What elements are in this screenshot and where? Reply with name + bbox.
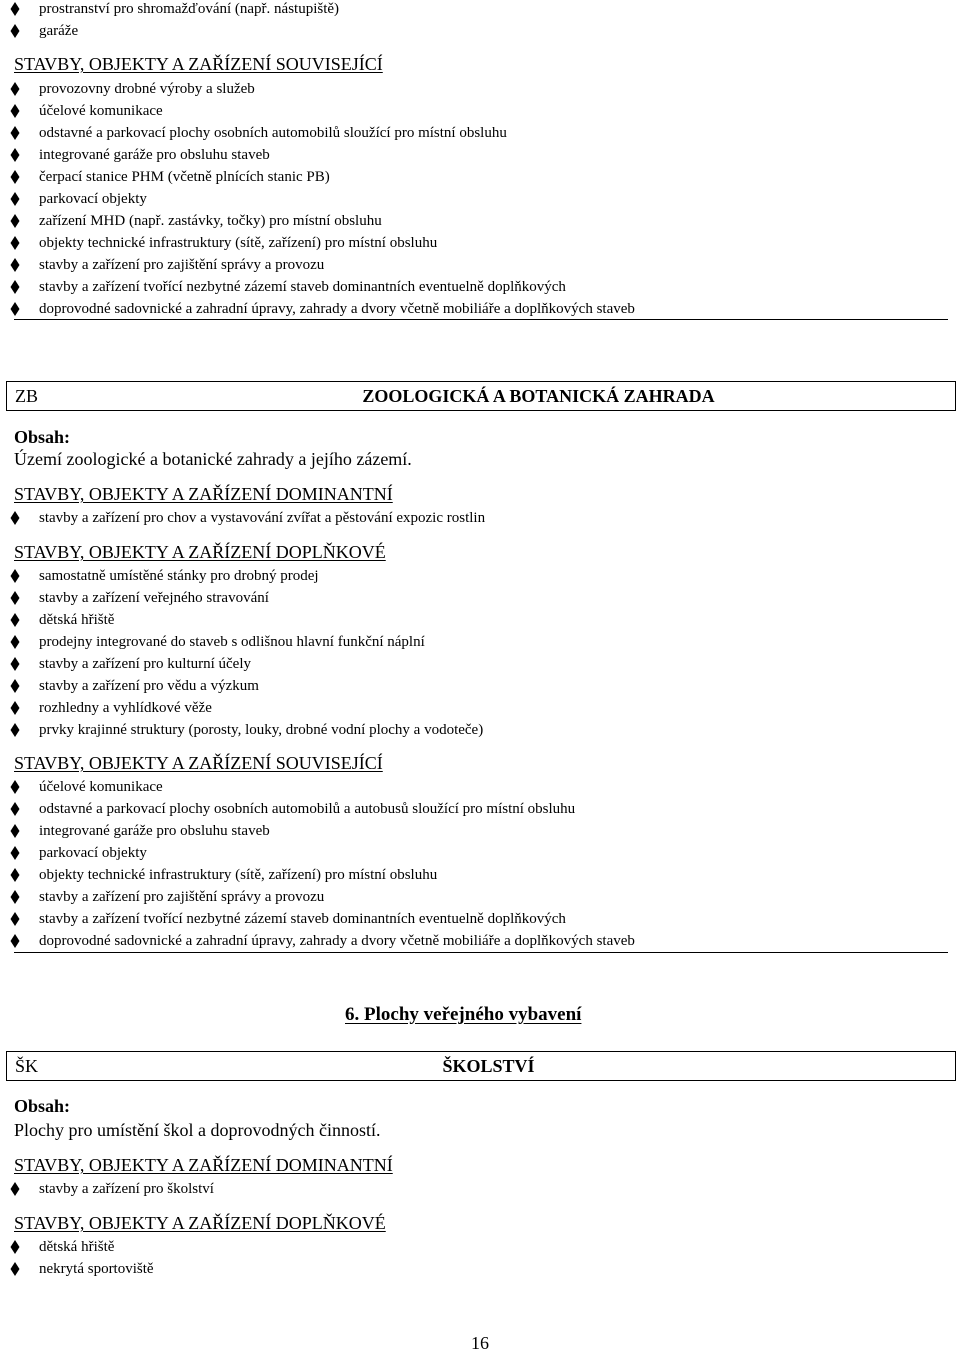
page-number: 16 [471,1333,489,1353]
diamond-bullet-icon [10,590,20,606]
souvisejici-heading: STAVBY, OBJEKTY A ZAŘÍZENÍ SOUVISEJÍCÍ [14,54,383,74]
diamond-bullet-icon [10,634,20,650]
diamond-bullet-icon [10,169,20,185]
list-item: doprovodné sadovnické a zahradní úpravy, zahrady a dvory včetně mobiliáře a doplňkových staveb [10,930,635,952]
diamond-bullet-icon [10,81,20,97]
list-item: integrované garáže pro obsluhu staveb [10,144,270,166]
diamond-bullet-icon [10,845,20,861]
list-item: samostatně umístěné stánky pro drobný prodej [10,565,319,587]
sk-dominantni-heading: STAVBY, OBJEKTY A ZAŘÍZENÍ DOMINANTNÍ [14,1155,393,1175]
list-item: nekrytá sportoviště [10,1258,154,1280]
sk-obsah-text: Plochy pro umístění škol a doprovodných činností. [14,1120,381,1140]
zb-obsah-label: Obsah: [14,427,71,447]
diamond-bullet-icon [10,867,20,883]
list-item: objekty technické infrastruktury (sítě, zařízení) pro místní obsluhu [10,864,437,886]
list-item: prvky krajinné struktury (porosty, louky, drobné vodní plochy a vodoteče) [10,719,483,741]
sk-obsah-label: Obsah: [14,1096,71,1116]
list-item: stavby a zařízení tvořící nezbytné zázemí staveb dominantních eventuelně doplňkových [10,908,566,930]
diamond-bullet-icon [10,1,20,17]
diamond-bullet-icon [10,933,20,949]
list-item: stavby a zařízení pro školství [10,1178,214,1200]
list-item: stavby a zařízení pro kulturní účely [10,653,251,675]
list-item: dětská hřiště [10,609,114,631]
diamond-bullet-icon [10,257,20,273]
list-item: parkovací objekty [10,188,147,210]
diamond-bullet-icon [10,1239,20,1255]
diamond-bullet-icon [10,722,20,738]
diamond-bullet-icon [10,191,20,207]
list-item: odstavné a parkovací plochy osobních automobilů sloužící pro místní obsluhu [10,122,507,144]
list-item: integrované garáže pro obsluhu staveb [10,820,270,842]
diamond-bullet-icon [10,889,20,905]
list-item: účelové komunikace [10,100,163,122]
diamond-bullet-icon [10,656,20,672]
list-item: odstavné a parkovací plochy osobních automobilů a autobusů sloužící pro místní obsluhu [10,798,575,820]
list-item: stavby a zařízení tvořící nezbytné zázemí staveb dominantních eventuelně doplňkových [10,276,566,298]
sk-name: ŠKOLSTVÍ [442,1056,535,1076]
diamond-bullet-icon [10,700,20,716]
diamond-bullet-icon [10,279,20,295]
zb-name: ZOOLOGICKÁ A BOTANICKÁ ZAHRADA [362,386,715,406]
list-item: dětská hřiště [10,1236,114,1258]
diamond-bullet-icon [10,213,20,229]
zb-souvisejici-heading: STAVBY, OBJEKTY A ZAŘÍZENÍ SOUVISEJÍCÍ [14,753,383,773]
diamond-bullet-icon [10,823,20,839]
list-item: rozhledny a vyhlídkové věže [10,697,212,719]
sk-doplnkove-heading: STAVBY, OBJEKTY A ZAŘÍZENÍ DOPLŇKOVÉ [14,1213,386,1233]
list-item: prodejny integrované do staveb s odlišnou hlavní funkční náplní [10,631,425,653]
diamond-bullet-icon [10,612,20,628]
zb-doplnkove-heading: STAVBY, OBJEKTY A ZAŘÍZENÍ DOPLŇKOVÉ [14,542,386,562]
diamond-bullet-icon [10,235,20,251]
list-item: stavby a zařízení veřejného stravování [10,587,269,609]
diamond-bullet-icon [10,568,20,584]
section-title: 6. Plochy veřejného vybavení [345,1004,582,1025]
diamond-bullet-icon [10,125,20,141]
list-item: stavby a zařízení pro chov a vystavování zvířat a pěstování expozic rostlin [10,507,485,529]
list-item: provozovny drobné výroby a služeb [10,78,255,100]
zb-obsah-text: Území zoologické a botanické zahrady a jejího zázemí. [14,449,412,469]
diamond-bullet-icon [10,301,20,317]
zb-header-box [6,381,956,411]
zb-code: ZB [15,386,39,406]
diamond-bullet-icon [10,103,20,119]
diamond-bullet-icon [10,911,20,927]
list-item: objekty technické infrastruktury (sítě, zařízení) pro místní obsluhu [10,232,437,254]
diamond-bullet-icon [10,801,20,817]
list-item: zařízení MHD (např. zastávky, točky) pro místní obsluhu [10,210,382,232]
diamond-bullet-icon [10,23,20,39]
zb-dominantni-heading: STAVBY, OBJEKTY A ZAŘÍZENÍ DOMINANTNÍ [14,484,393,504]
sk-header-box [6,1051,956,1081]
diamond-bullet-icon [10,779,20,795]
list-item: doprovodné sadovnické a zahradní úpravy, zahrady a dvory včetně mobiliáře a doplňkových staveb [10,298,635,320]
diamond-bullet-icon [10,1181,20,1197]
list-item: parkovací objekty [10,842,147,864]
section-divider [14,952,948,953]
diamond-bullet-icon [10,147,20,163]
list-item: čerpací stanice PHM (včetně plnících stanic PB) [10,166,330,188]
list-item: prostranství pro shromažďování (např. nástupiště) [10,0,339,20]
list-item: stavby a zařízení pro zajištění správy a provozu [10,886,324,908]
diamond-bullet-icon [10,510,20,526]
diamond-bullet-icon [10,1261,20,1277]
section-divider [14,319,948,320]
list-item: garáže [10,20,78,42]
list-item: účelové komunikace [10,776,163,798]
list-item: stavby a zařízení pro vědu a výzkum [10,675,259,697]
sk-code: ŠK [15,1056,39,1076]
list-item: stavby a zařízení pro zajištění správy a provozu [10,254,324,276]
diamond-bullet-icon [10,678,20,694]
